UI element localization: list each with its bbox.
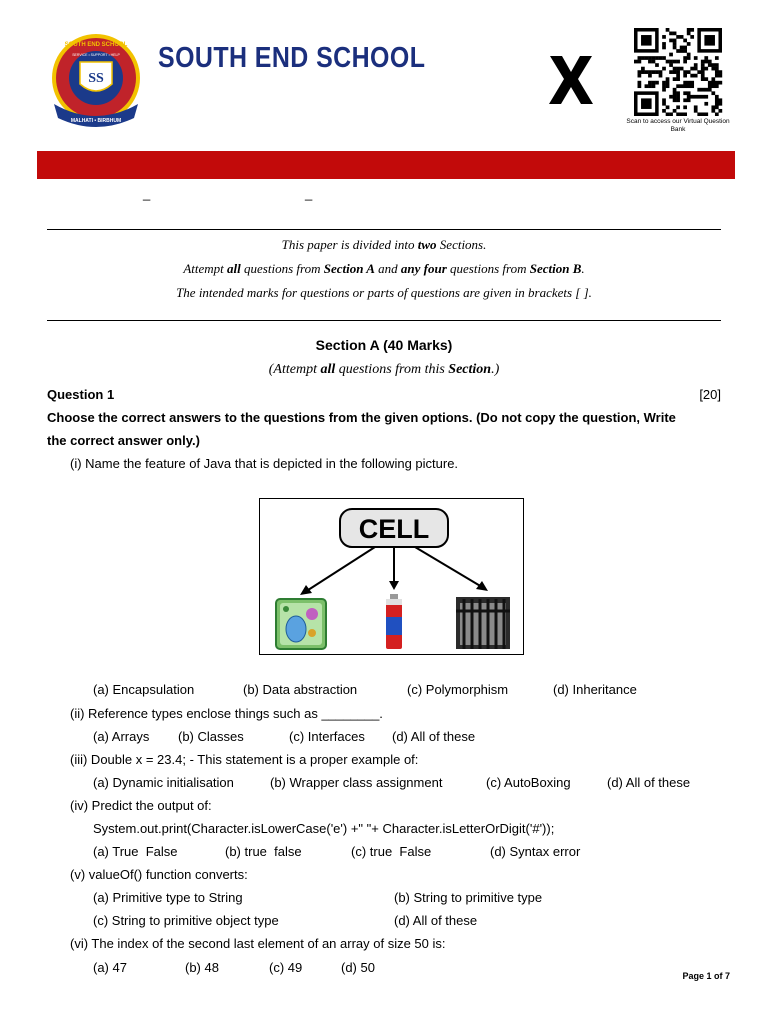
- divider-top: [47, 229, 721, 230]
- option-vi-b[interactable]: (b) 48: [185, 960, 219, 975]
- section-subtitle: (Attempt all questions from this Section.): [268, 362, 500, 377]
- option-iv-d[interactable]: (d) Syntax error: [490, 844, 581, 859]
- option-i-b[interactable]: (b) Data abstraction: [243, 682, 358, 697]
- blank-dash-2: _: [305, 186, 313, 201]
- question-v: (v) valueOf() function converts:: [70, 867, 248, 882]
- option-vi-a[interactable]: (a) 47: [93, 960, 127, 975]
- question-iii: (iii) Double x = 23.4; - This statement is a proper example of:: [70, 752, 419, 767]
- question-vi: (vi) The index of the second last element of an array of size 50 is:: [70, 936, 446, 951]
- option-vi-c[interactable]: (c) 49: [269, 960, 303, 975]
- option-iii-a[interactable]: (a) Dynamic initialisation: [93, 775, 234, 790]
- instruction-line-2: Attempt all questions from Section A and any four questions from Section B.: [183, 261, 585, 276]
- option-i-a[interactable]: (a) Encapsulation: [93, 682, 195, 697]
- blank-dash-1: _: [143, 186, 151, 201]
- option-iv-c[interactable]: (c) true False: [351, 844, 432, 859]
- option-i-d[interactable]: (d) Inheritance: [553, 682, 637, 697]
- option-iii-b[interactable]: (b) Wrapper class assignment: [270, 775, 443, 790]
- page-number: Page 1 of 7: [682, 971, 730, 981]
- question-iv-code: System.out.print(Character.isLowerCase('e') +" "+ Character.isLetterOrDigit('#'));: [93, 821, 555, 836]
- cell-picture: [259, 498, 524, 655]
- option-v-a[interactable]: (a) Primitive type to String: [93, 890, 243, 905]
- logo-top-text: SOUTH END SCHOOL: [64, 42, 128, 48]
- qr-code-icon[interactable]: [632, 28, 724, 116]
- cell-label: CELL: [358, 514, 430, 544]
- option-iv-b[interactable]: (b) true false: [225, 844, 302, 859]
- prison-cell-icon: [456, 597, 510, 649]
- option-iv-a[interactable]: (a) True False: [93, 844, 178, 859]
- question-instruction-1: Choose the correct answers to the questions from the given options. (Do not copy the question, Write: [47, 410, 676, 425]
- option-v-c[interactable]: (c) String to primitive object type: [93, 913, 279, 928]
- header-red-bar: [37, 151, 735, 179]
- question-instruction-2: the correct answer only.): [47, 433, 200, 448]
- school-name: SOUTH END SCHOOL: [158, 42, 426, 74]
- option-ii-c[interactable]: (c) Interfaces: [289, 729, 365, 744]
- instruction-line-1: This paper is divided into two Sections.: [281, 237, 487, 252]
- question-iv: (iv) Predict the output of:: [70, 798, 212, 813]
- battery-cell-icon: [386, 594, 402, 649]
- divider-bottom: [47, 320, 721, 321]
- option-v-d[interactable]: (d) All of these: [394, 913, 478, 928]
- option-iii-c[interactable]: (c) AutoBoxing: [486, 775, 571, 790]
- instruction-line-3: The intended marks for questions or parts of questions are given in brackets [ ].: [176, 285, 592, 300]
- option-ii-a[interactable]: (a) Arrays: [93, 729, 150, 744]
- option-iii-d[interactable]: (d) All of these: [607, 775, 691, 790]
- option-v-b[interactable]: (b) String to primitive type: [394, 890, 543, 905]
- section-title: Section A (40 Marks): [315, 337, 453, 353]
- question-marks: [20]: [699, 387, 721, 402]
- option-ii-b[interactable]: (b) Classes: [178, 729, 244, 744]
- school-logo: [50, 32, 142, 132]
- question-label: Question 1: [47, 387, 115, 402]
- close-x-icon: [548, 52, 594, 108]
- option-ii-d[interactable]: (d) All of these: [392, 729, 476, 744]
- option-vi-d[interactable]: (d) 50: [341, 960, 375, 975]
- qr-caption: Scan to access our Virtual Question Bank: [626, 118, 730, 133]
- option-i-c[interactable]: (c) Polymorphism: [407, 682, 509, 697]
- question-ii: (ii) Reference types enclose things such as ________.: [70, 706, 383, 721]
- plant-cell-icon: [276, 599, 326, 649]
- logo-motto: SERVICE • SUPPORT • HELP: [72, 53, 120, 57]
- logo-bottom-text: MALHATI • BIRBHUM: [70, 118, 122, 124]
- logo-initials: SS: [88, 71, 104, 86]
- question-i: (i) Name the feature of Java that is depicted in the following picture.: [70, 456, 459, 471]
